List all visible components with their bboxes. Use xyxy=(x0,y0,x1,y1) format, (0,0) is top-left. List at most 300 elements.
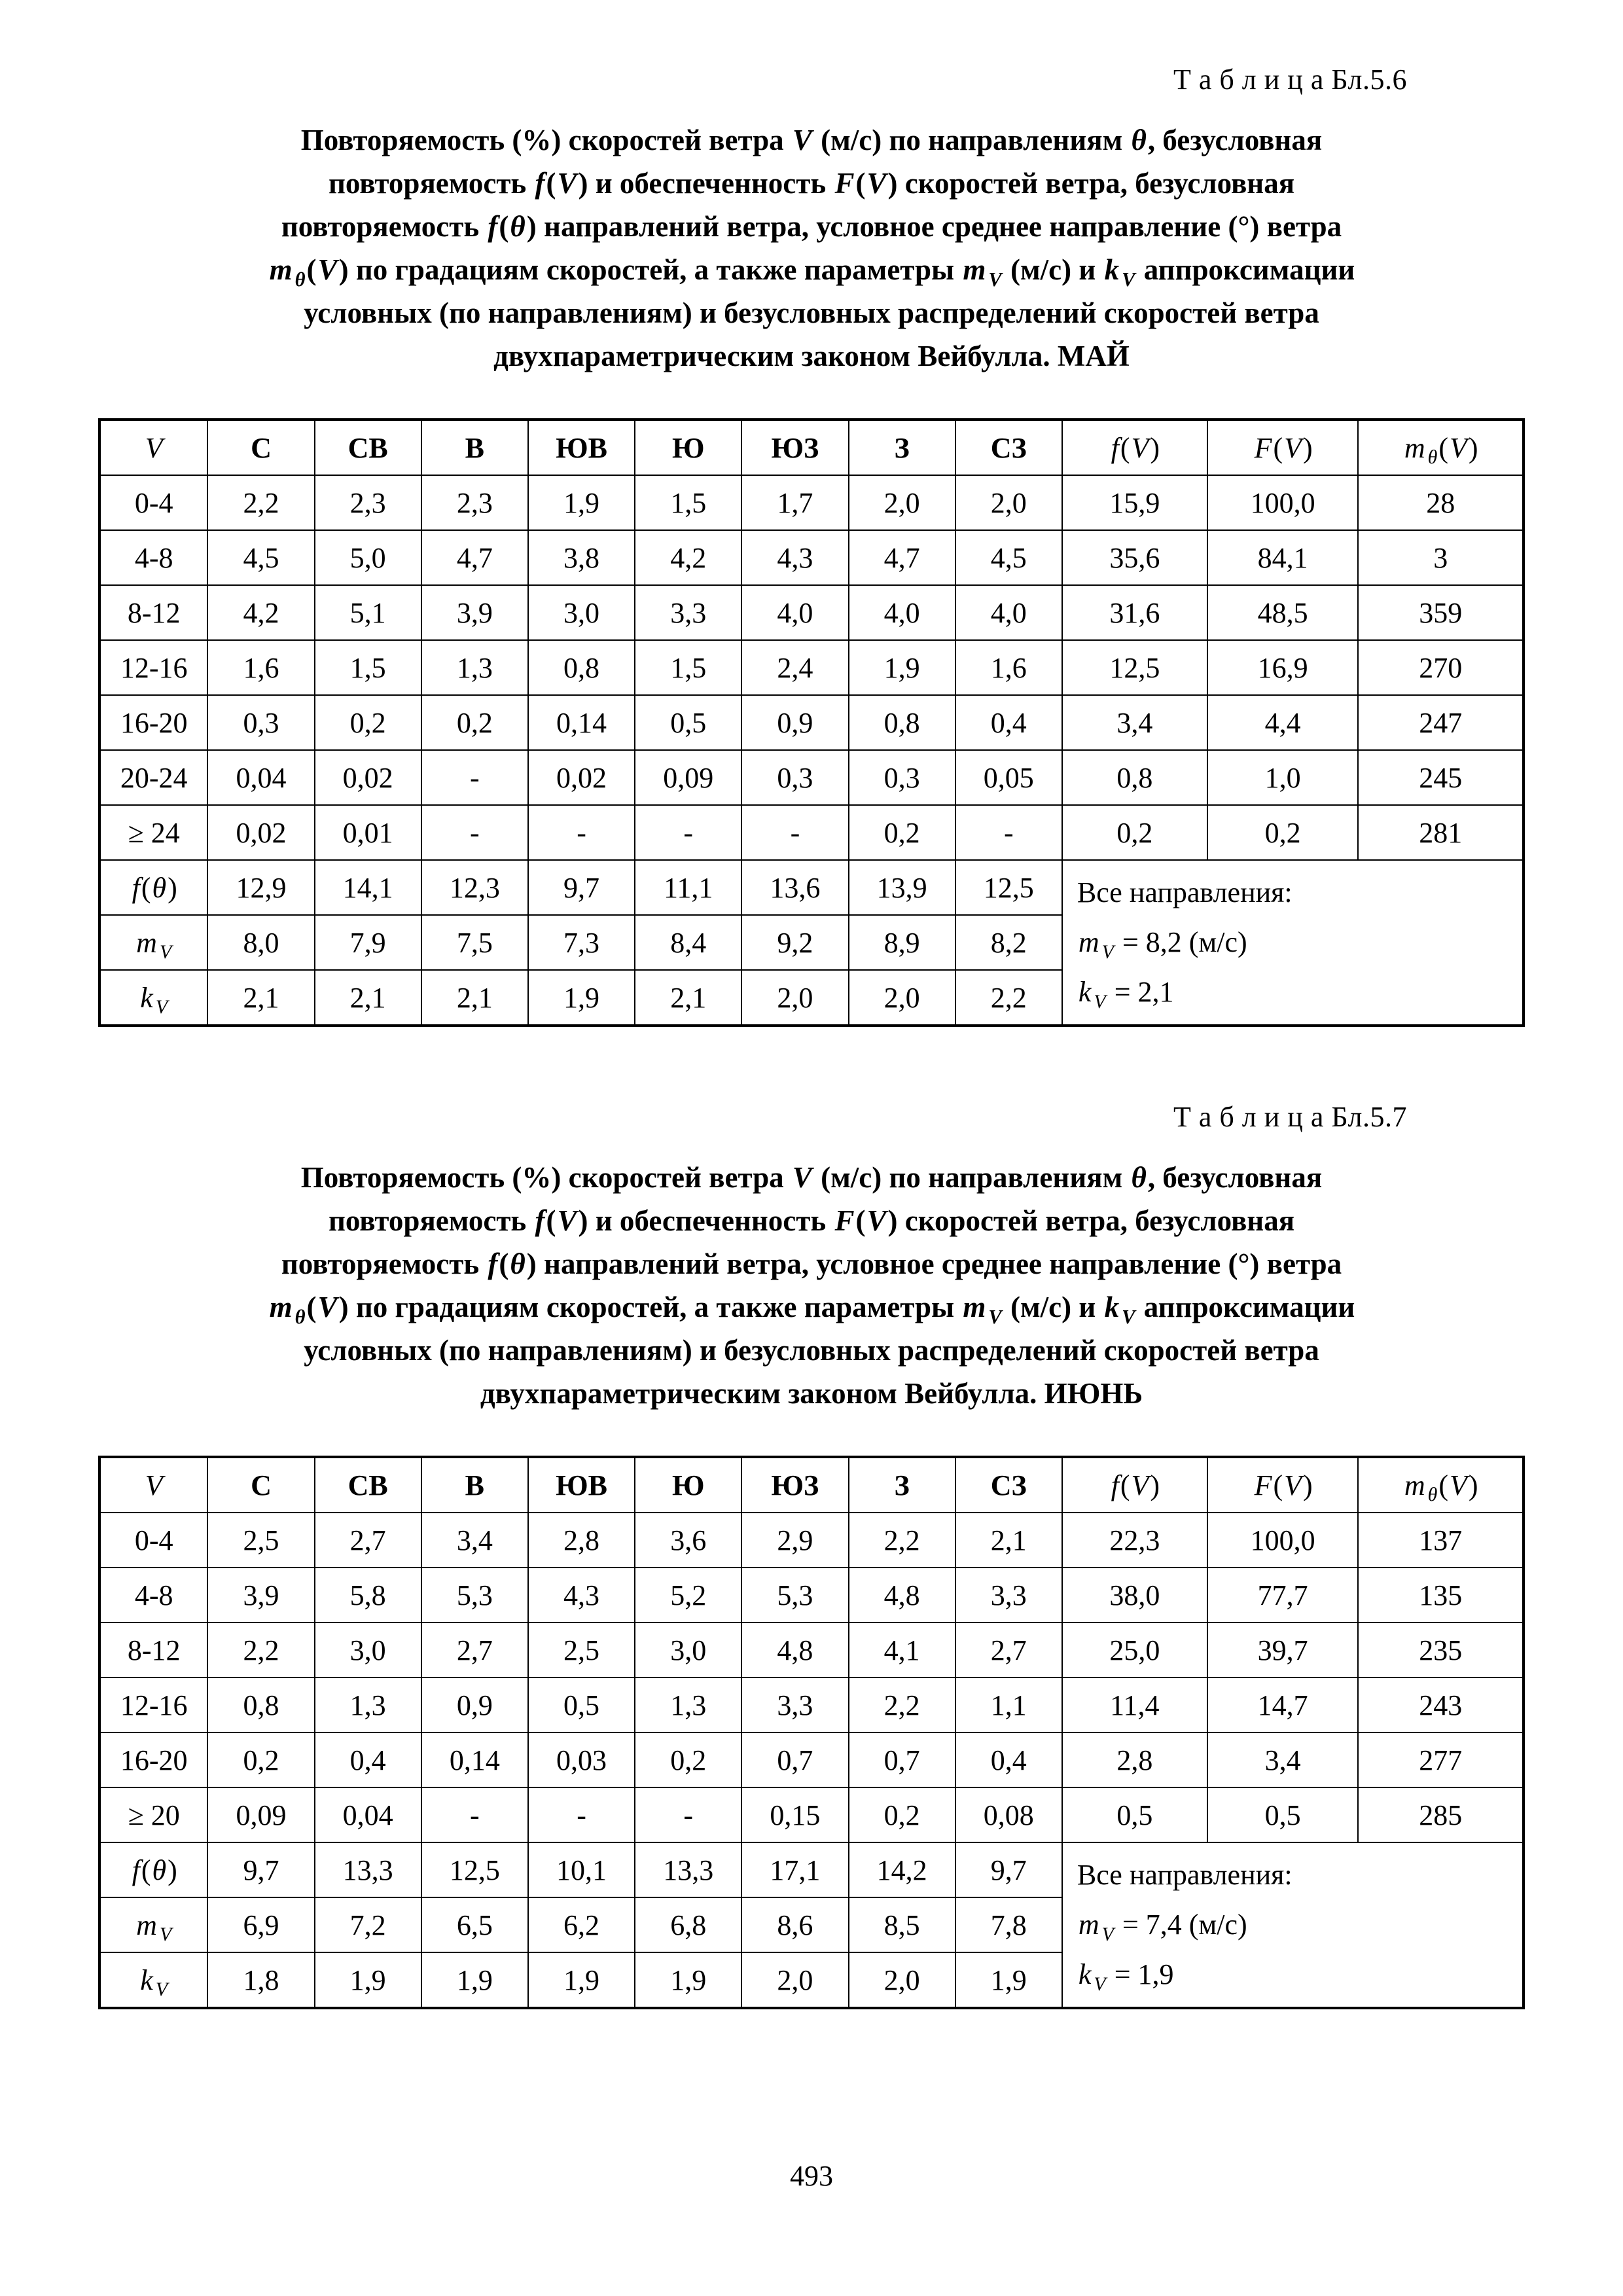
table-cell: - xyxy=(421,1787,528,1842)
title-line xyxy=(118,291,1505,334)
math-segment xyxy=(135,926,173,963)
paren-open: ( xyxy=(141,871,151,904)
paren-close: ) xyxy=(1303,431,1313,464)
math-segment xyxy=(1103,253,1137,291)
table-cell: 5,3 xyxy=(741,1568,848,1623)
table-cell: 17,1 xyxy=(741,1842,848,1897)
math-subscript: V xyxy=(155,996,168,1018)
table-cell: 8,0 xyxy=(207,915,314,970)
math-var: m xyxy=(1078,1909,1099,1941)
math-var: F xyxy=(1254,431,1272,464)
table-cell: 0,04 xyxy=(207,750,314,805)
text-segment: Ю xyxy=(671,431,705,464)
paren-close: ) xyxy=(887,167,898,200)
math-var: m xyxy=(963,253,986,286)
math-var: m xyxy=(269,1291,293,1323)
row-label-cell xyxy=(99,1568,207,1623)
math-segment xyxy=(1253,432,1313,464)
math-arg: V xyxy=(1131,431,1149,464)
table-cell: 0,8 xyxy=(1062,750,1207,805)
table-header-cell xyxy=(741,420,848,475)
text-segment: скоростей ветра, безусловная xyxy=(897,1204,1295,1237)
table-cell: 3,3 xyxy=(955,1568,1062,1623)
math-var: V xyxy=(145,431,163,464)
table-cell: 25,0 xyxy=(1062,1623,1207,1677)
table-cell: 0,3 xyxy=(849,750,955,805)
row-label-cell xyxy=(99,1897,207,1952)
math-var: θ xyxy=(1131,1161,1147,1194)
row-label-cell xyxy=(99,915,207,970)
table-cell: 2,1 xyxy=(955,1513,1062,1568)
math-segment xyxy=(1110,1469,1160,1501)
table-cell: 2,2 xyxy=(849,1677,955,1732)
math-segment xyxy=(139,1964,169,2001)
table-header-cell xyxy=(849,420,955,475)
table-cell: 135 xyxy=(1358,1568,1524,1623)
text-segment: ≥ 20 xyxy=(128,1799,180,1831)
table-cell: 137 xyxy=(1358,1513,1524,1568)
table-cell: 0,2 xyxy=(315,695,421,750)
table-cell: 4,5 xyxy=(207,530,314,585)
table-cell: 8,5 xyxy=(849,1897,955,1952)
table-cell: - xyxy=(421,805,528,860)
table-cell: 4,5 xyxy=(955,530,1062,585)
math-subscript: V xyxy=(1101,941,1114,963)
math-var: m xyxy=(269,253,293,286)
table-cell: - xyxy=(635,805,741,860)
math-segment xyxy=(961,253,1003,291)
table-cell: 2,3 xyxy=(315,475,421,530)
paren-open: ( xyxy=(1273,1469,1283,1501)
table-cell: 2,8 xyxy=(1062,1732,1207,1787)
paren-close: ) xyxy=(887,1204,898,1237)
math-segment xyxy=(1403,1469,1478,1506)
title-line xyxy=(118,334,1505,378)
table-cell: 9,7 xyxy=(207,1842,314,1897)
table-cell: 13,6 xyxy=(741,860,848,915)
title-line xyxy=(118,1156,1505,1199)
table-cell: 2,2 xyxy=(849,1513,955,1568)
table-cell: 1,8 xyxy=(207,1952,314,2008)
table-cell: 2,8 xyxy=(528,1513,635,1568)
table-cell: 0,4 xyxy=(315,1732,421,1787)
table-cell: 8,6 xyxy=(741,1897,848,1952)
math-arg: V xyxy=(1284,431,1302,464)
table-header-cell xyxy=(1358,1457,1524,1513)
table-cell: 3,6 xyxy=(635,1513,741,1568)
table-cell: 3,4 xyxy=(1062,695,1207,750)
table-row xyxy=(99,860,1524,915)
table-cell: 11,1 xyxy=(635,860,741,915)
table-header-cell xyxy=(635,1457,741,1513)
table-row xyxy=(99,805,1524,860)
table-cell: 1,9 xyxy=(528,1952,635,2008)
text-segment: 0-4 xyxy=(134,486,173,519)
text-segment: по градациям скоростей, а также параметры xyxy=(348,1291,962,1323)
table-cell: 48,5 xyxy=(1207,585,1359,640)
table-cell: 3,0 xyxy=(635,1623,741,1677)
table-cell: 0,8 xyxy=(849,695,955,750)
text-segment: 16-20 xyxy=(120,706,188,739)
text-segment: Повторяемость (%) скоростей ветра xyxy=(300,124,791,156)
math-segment xyxy=(139,981,169,1018)
table-cell: 1,3 xyxy=(421,640,528,695)
table-caption: Т а б л и ц а Бл.5.6 xyxy=(1173,63,1407,96)
table-cell: 14,2 xyxy=(849,1842,955,1897)
text-segment: ЮВ xyxy=(556,1469,607,1501)
table-cell: - xyxy=(528,1787,635,1842)
math-var: k xyxy=(140,981,153,1014)
table-cell: 14,1 xyxy=(315,860,421,915)
table-cell: 0,02 xyxy=(528,750,635,805)
math-var: f xyxy=(132,871,140,904)
math-subscript: θ xyxy=(1427,446,1438,469)
table-cell: 13,3 xyxy=(315,1842,421,1897)
math-var: k xyxy=(1104,253,1120,286)
table-title xyxy=(118,118,1505,378)
table-cell: 1,5 xyxy=(635,475,741,530)
table-cell: 0,2 xyxy=(849,1787,955,1842)
text-segment: 4-8 xyxy=(134,541,173,574)
math-segment xyxy=(533,167,588,200)
math-segment xyxy=(1077,926,1115,963)
table-cell: - xyxy=(955,805,1062,860)
text-segment: З xyxy=(894,431,910,464)
text-segment: В xyxy=(465,1469,485,1501)
table-cell: 1,9 xyxy=(955,1952,1062,2008)
math-arg: V xyxy=(1450,1469,1467,1501)
table-cell: 3,9 xyxy=(207,1568,314,1623)
table-cell: 6,8 xyxy=(635,1897,741,1952)
table-cell: 7,5 xyxy=(421,915,528,970)
table-cell: 7,3 xyxy=(528,915,635,970)
math-subscript: V xyxy=(155,1979,168,2001)
table-header-cell xyxy=(1062,1457,1207,1513)
table-header-cell xyxy=(1207,420,1359,475)
math-arg: V xyxy=(1284,1469,1302,1501)
math-var: k xyxy=(140,1964,153,1996)
text-segment: 12-16 xyxy=(120,651,188,684)
math-var: k xyxy=(1078,976,1092,1008)
table-cell: 0,09 xyxy=(207,1787,314,1842)
mv-line: m $_V$ = 7,4 (м/с) xyxy=(1078,1909,1247,1945)
table-cell: 2,1 xyxy=(635,970,741,1026)
table-cell: 8,9 xyxy=(849,915,955,970)
table-cell: 3,9 xyxy=(421,585,528,640)
table-cell: 0,15 xyxy=(741,1787,848,1842)
table-cell: 247 xyxy=(1358,695,1524,750)
paren-open: ( xyxy=(306,1291,317,1323)
text-segment: 20-24 xyxy=(120,761,188,794)
math-segment xyxy=(486,210,536,243)
row-label-cell xyxy=(99,530,207,585)
math-subscript: V xyxy=(1094,1973,1106,1995)
text-segment: и обеспеченность xyxy=(588,1204,834,1237)
table-cell: 11,4 xyxy=(1062,1677,1207,1732)
table-cell: 3,8 xyxy=(528,530,635,585)
math-segment xyxy=(1130,124,1148,156)
table-header-cell xyxy=(315,1457,421,1513)
math-segment xyxy=(1077,1909,1115,1945)
row-label-cell xyxy=(99,1952,207,2008)
row-label-cell xyxy=(99,1513,207,1568)
text-segment: СВ xyxy=(348,1469,388,1501)
table-cell: 235 xyxy=(1358,1623,1524,1677)
table-header-cell xyxy=(955,1457,1062,1513)
table-cell: 3,4 xyxy=(421,1513,528,1568)
text-segment: 12-16 xyxy=(120,1689,188,1721)
table-header-cell xyxy=(99,420,207,475)
math-segment xyxy=(268,253,349,291)
text-segment: аппроксимации xyxy=(1136,253,1355,286)
math-segment xyxy=(1130,1161,1148,1194)
math-subscript: θ xyxy=(294,268,306,291)
paren-open: ( xyxy=(499,1247,509,1280)
table-cell: 243 xyxy=(1358,1677,1524,1732)
table-cell: 100,0 xyxy=(1207,475,1359,530)
table-cell: 0,02 xyxy=(207,805,314,860)
text-segment: СЗ xyxy=(990,1469,1027,1501)
paren-open: ( xyxy=(855,167,866,200)
table-cell: 1,9 xyxy=(528,970,635,1026)
table-cell: 5,8 xyxy=(315,1568,421,1623)
math-subscript: θ xyxy=(294,1306,306,1328)
table-cell: 0,14 xyxy=(528,695,635,750)
table-cell: 7,2 xyxy=(315,1897,421,1952)
all-directions-label: Все направления: xyxy=(1077,1859,1293,1891)
table-cell: 277 xyxy=(1358,1732,1524,1787)
table-cell: 2,3 xyxy=(421,475,528,530)
table-cell: 1,6 xyxy=(955,640,1062,695)
paren-open: ( xyxy=(546,1204,556,1237)
table-cell: 0,4 xyxy=(955,695,1062,750)
text-segment: , безусловная xyxy=(1147,1161,1323,1194)
page-number: 493 xyxy=(790,2160,833,2192)
table-header-cell xyxy=(528,1457,635,1513)
table-cell: 4,3 xyxy=(741,530,848,585)
paren-close: ) xyxy=(1150,431,1160,464)
table-title xyxy=(118,1156,1505,1415)
table-header-cell xyxy=(635,420,741,475)
table-cell: 7,8 xyxy=(955,1897,1062,1952)
title-line xyxy=(118,248,1505,291)
table-cell: 12,5 xyxy=(1062,640,1207,695)
text-segment: 16-20 xyxy=(120,1744,188,1776)
math-var: m xyxy=(136,926,157,959)
table-cell: 4,2 xyxy=(635,530,741,585)
text-segment: 4-8 xyxy=(134,1579,173,1611)
paren-close: ) xyxy=(338,253,349,286)
table-cell: 2,0 xyxy=(741,970,848,1026)
table-row xyxy=(99,1842,1524,1897)
table-header-cell xyxy=(849,1457,955,1513)
table-cell: 0,8 xyxy=(207,1677,314,1732)
all-directions-cell xyxy=(1062,1842,1524,2008)
row-label-cell xyxy=(99,585,207,640)
math-segment xyxy=(1077,1958,1107,1995)
paren-close: ) xyxy=(1303,1469,1313,1501)
table-row xyxy=(99,530,1524,585)
math-arg: θ xyxy=(510,1247,526,1280)
text-segment: С xyxy=(251,431,272,464)
math-segment xyxy=(961,1291,1003,1328)
table-cell: 0,02 xyxy=(315,750,421,805)
table-cell: 4,0 xyxy=(955,585,1062,640)
table-cell: 8,2 xyxy=(955,915,1062,970)
text-segment: повторяемость xyxy=(281,1247,487,1280)
table-cell: 2,0 xyxy=(849,970,955,1026)
table-block-june xyxy=(0,1100,1623,2009)
table-cell: 2,0 xyxy=(741,1952,848,2008)
table-cell: 4,0 xyxy=(741,585,848,640)
table-cell: 2,1 xyxy=(207,970,314,1026)
table-header-cell xyxy=(1062,420,1207,475)
table-cell: 2,5 xyxy=(528,1623,635,1677)
table-cell: 0,08 xyxy=(955,1787,1062,1842)
table-cell: 9,7 xyxy=(955,1842,1062,1897)
math-var: f xyxy=(1111,431,1119,464)
paren-close: ) xyxy=(168,871,177,904)
table-cell: 2,1 xyxy=(315,970,421,1026)
table-cell: 5,3 xyxy=(421,1568,528,1623)
table-cell: 6,5 xyxy=(421,1897,528,1952)
table-cell: 2,2 xyxy=(207,475,314,530)
table-cell: 270 xyxy=(1358,640,1524,695)
wind-table-may xyxy=(98,418,1525,1027)
text-segment: 0-4 xyxy=(134,1524,173,1556)
math-subscript: V xyxy=(1101,1923,1114,1945)
text-segment: условных (по направлениям) и безусловных распределений скоростей ветра xyxy=(304,296,1319,329)
table-cell: 0,2 xyxy=(421,695,528,750)
math-segment xyxy=(1110,432,1160,464)
table-cell: 9,2 xyxy=(741,915,848,970)
math-segment xyxy=(533,1204,588,1237)
table-cell: 3,3 xyxy=(741,1677,848,1732)
table-header-cell xyxy=(421,420,528,475)
math-subscript: V xyxy=(159,941,172,963)
paren-close: ) xyxy=(526,210,537,243)
table-cell: 281 xyxy=(1358,805,1524,860)
table-cell: 5,2 xyxy=(635,1568,741,1623)
table-cell: 4,7 xyxy=(849,530,955,585)
text-segment: аппроксимации xyxy=(1136,1291,1355,1323)
title-line xyxy=(118,162,1505,205)
table-row xyxy=(99,1787,1524,1842)
math-var: k xyxy=(1078,1958,1092,1990)
paren-open: ( xyxy=(1438,431,1449,464)
table-header-cell xyxy=(528,420,635,475)
table-cell: 0,2 xyxy=(849,805,955,860)
table-cell: 3,3 xyxy=(635,585,741,640)
table-block-may xyxy=(0,63,1623,1027)
table-cell: 0,7 xyxy=(741,1732,848,1787)
table-cell: 0,5 xyxy=(528,1677,635,1732)
math-arg: θ xyxy=(152,1854,167,1886)
table-cell: 1,9 xyxy=(315,1952,421,2008)
math-var: m xyxy=(1078,926,1099,958)
row-label-cell xyxy=(99,695,207,750)
row-label-cell xyxy=(99,1677,207,1732)
math-segment xyxy=(833,1204,897,1237)
text-segment: В xyxy=(465,431,485,464)
table-cell: 0,2 xyxy=(1207,805,1359,860)
math-segment xyxy=(1403,431,1478,469)
table-head xyxy=(99,420,1524,475)
text-segment: (м/с) и xyxy=(1003,1291,1103,1323)
table-cell: 0,5 xyxy=(1062,1787,1207,1842)
table-cell: 1,6 xyxy=(207,640,314,695)
row-label-cell xyxy=(99,750,207,805)
table-cell: 1,9 xyxy=(635,1952,741,2008)
math-segment xyxy=(1253,1469,1313,1501)
all-directions-label: Все направления: xyxy=(1077,876,1293,908)
table-row xyxy=(99,1568,1524,1623)
text-segment: СЗ xyxy=(990,431,1027,464)
math-segment xyxy=(791,1161,813,1194)
table-cell: 0,03 xyxy=(528,1732,635,1787)
paren-close: ) xyxy=(578,1204,588,1237)
math-var: m xyxy=(1404,1469,1425,1501)
paren-open: ( xyxy=(1120,431,1130,464)
text-segment: 8-12 xyxy=(127,1634,181,1666)
table-cell: 13,9 xyxy=(849,860,955,915)
math-var: m xyxy=(963,1291,986,1323)
text-segment: направлений ветра, условное среднее направление (°) ветра xyxy=(536,1247,1342,1280)
math-var: f xyxy=(488,1247,498,1280)
table-row xyxy=(99,1732,1524,1787)
row-label-cell xyxy=(99,1787,207,1842)
table-cell: 38,0 xyxy=(1062,1568,1207,1623)
table-cell: 3,0 xyxy=(528,585,635,640)
table-row xyxy=(99,640,1524,695)
table-cell: 0,04 xyxy=(315,1787,421,1842)
table-cell: 2,7 xyxy=(421,1623,528,1677)
table-cell: 28 xyxy=(1358,475,1524,530)
table-cell: 0,2 xyxy=(207,1732,314,1787)
table-row xyxy=(99,1677,1524,1732)
math-var: m xyxy=(136,1909,157,1941)
table-body xyxy=(99,475,1524,1026)
paren-open: ( xyxy=(546,167,556,200)
table-cell: 3,4 xyxy=(1207,1732,1359,1787)
table-header-row xyxy=(99,420,1524,475)
math-var: F xyxy=(1254,1469,1272,1501)
math-var: f xyxy=(535,167,545,200)
table-cell: 100,0 xyxy=(1207,1513,1359,1568)
table-cell: 2,0 xyxy=(849,1952,955,2008)
title-line xyxy=(118,1329,1505,1372)
table-header-cell xyxy=(421,1457,528,1513)
table-cell: 0,01 xyxy=(315,805,421,860)
math-subscript: V xyxy=(1122,268,1135,291)
table-header-cell xyxy=(955,420,1062,475)
table-cell: 13,3 xyxy=(635,1842,741,1897)
row-label-cell xyxy=(99,640,207,695)
text-segment: двухпараметрическим законом Вейбулла. ИЮНЬ xyxy=(480,1377,1143,1410)
math-arg: V xyxy=(557,167,577,200)
table-cell: 359 xyxy=(1358,585,1524,640)
math-subscript: θ xyxy=(1427,1484,1438,1506)
math-arg: θ xyxy=(152,871,167,904)
math-var: m xyxy=(1404,431,1425,464)
table-head xyxy=(99,1457,1524,1513)
table-cell: - xyxy=(421,750,528,805)
row-label-cell xyxy=(99,805,207,860)
paren-close: ) xyxy=(526,1247,537,1280)
text-segment: Повторяемость (%) скоростей ветра xyxy=(300,1161,791,1194)
math-segment xyxy=(131,1854,177,1886)
table-cell: 0,2 xyxy=(635,1732,741,1787)
